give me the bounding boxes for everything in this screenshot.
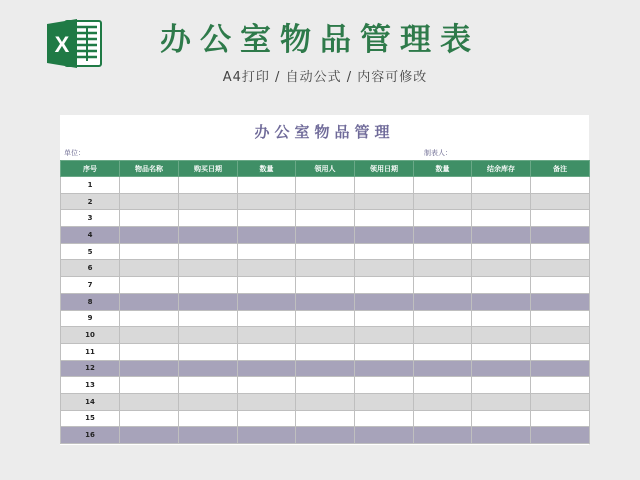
table-row <box>61 243 590 260</box>
row-number-cell[interactable]: 6 <box>61 260 120 277</box>
table-cell[interactable] <box>355 210 414 227</box>
table-cell[interactable] <box>531 260 590 277</box>
table-cell[interactable] <box>355 277 414 294</box>
table-cell[interactable] <box>355 410 414 427</box>
table-cell[interactable] <box>296 260 355 277</box>
row-number-cell[interactable]: 5 <box>61 243 120 260</box>
table-cell[interactable] <box>120 210 179 227</box>
table-cell[interactable] <box>238 293 296 310</box>
table-cell[interactable] <box>531 177 590 194</box>
table-cell[interactable] <box>296 177 355 194</box>
table-cell[interactable] <box>472 327 531 344</box>
table-cell[interactable] <box>355 177 414 194</box>
row-number-cell[interactable]: 7 <box>61 277 120 294</box>
table-cell[interactable] <box>531 210 590 227</box>
table-cell[interactable] <box>355 427 414 444</box>
table-cell[interactable] <box>355 360 414 377</box>
table-cell[interactable] <box>238 410 296 427</box>
table-cell[interactable] <box>531 377 590 394</box>
table-cell[interactable] <box>179 360 238 377</box>
table-cell[interactable] <box>179 410 238 427</box>
column-header[interactable]: 序号 <box>61 161 120 177</box>
page-title: 办公室物品管理表 <box>160 22 480 58</box>
row-number-cell[interactable]: 4 <box>61 227 120 244</box>
table-row <box>61 193 590 210</box>
excel-icon <box>45 17 103 70</box>
table-cell[interactable] <box>179 193 238 210</box>
table-cell[interactable] <box>238 177 296 194</box>
table-cell[interactable] <box>238 327 296 344</box>
table-cell[interactable] <box>296 377 355 394</box>
table-cell[interactable] <box>238 377 296 394</box>
column-header[interactable]: 物品名称 <box>120 161 179 177</box>
table-cell[interactable] <box>238 427 296 444</box>
table-cell[interactable] <box>120 193 179 210</box>
table-cell[interactable] <box>179 277 238 294</box>
table-cell[interactable] <box>472 360 531 377</box>
table-header-row <box>61 161 590 177</box>
unit-label: 单位： <box>64 149 85 157</box>
table-cell[interactable] <box>531 343 590 360</box>
table-cell[interactable] <box>238 393 296 410</box>
sheet-title: 办公室物品管理 <box>254 123 395 141</box>
table-cell[interactable] <box>355 393 414 410</box>
table-cell[interactable] <box>531 277 590 294</box>
table-row <box>61 227 590 244</box>
table-cell[interactable] <box>296 343 355 360</box>
table-cell[interactable] <box>179 243 238 260</box>
table-cell[interactable] <box>414 227 472 244</box>
table-cell[interactable] <box>414 193 472 210</box>
column-header[interactable]: 备注 <box>531 161 590 177</box>
row-number-cell[interactable]: 11 <box>61 343 120 360</box>
table-cell[interactable] <box>296 360 355 377</box>
table-cell[interactable] <box>296 293 355 310</box>
row-number-cell[interactable]: 2 <box>61 193 120 210</box>
table-cell[interactable] <box>414 327 472 344</box>
table-cell[interactable] <box>120 260 179 277</box>
table-cell[interactable] <box>238 227 296 244</box>
table-row <box>61 377 590 394</box>
row-number-cell[interactable]: 10 <box>61 327 120 344</box>
table-cell[interactable] <box>414 277 472 294</box>
table-cell[interactable] <box>179 327 238 344</box>
table-cell[interactable] <box>531 410 590 427</box>
table-cell[interactable] <box>414 393 472 410</box>
table-cell[interactable] <box>414 260 472 277</box>
table-cell[interactable] <box>414 310 472 327</box>
page-subtitle: A4打印 / 自动公式 / 内容可修改 <box>222 70 428 85</box>
table-cell[interactable] <box>472 193 531 210</box>
table-cell[interactable] <box>238 260 296 277</box>
table-cell[interactable] <box>120 393 179 410</box>
table-cell[interactable] <box>120 360 179 377</box>
table-row <box>61 393 590 410</box>
column-header[interactable]: 领用日期 <box>355 161 414 177</box>
table-cell[interactable] <box>120 293 179 310</box>
table-cell[interactable] <box>296 327 355 344</box>
table-cell[interactable] <box>179 260 238 277</box>
table-cell[interactable] <box>414 293 472 310</box>
table-cell[interactable] <box>531 193 590 210</box>
table-cell[interactable] <box>472 243 531 260</box>
table-cell[interactable] <box>120 277 179 294</box>
table-cell[interactable] <box>414 410 472 427</box>
table-row <box>61 210 590 227</box>
table-cell[interactable] <box>472 310 531 327</box>
table-cell[interactable] <box>355 310 414 327</box>
table-cell[interactable] <box>472 210 531 227</box>
column-header[interactable]: 购买日期 <box>179 161 238 177</box>
table-cell[interactable] <box>472 393 531 410</box>
row-number-cell[interactable]: 1 <box>61 177 120 194</box>
table-cell[interactable] <box>414 177 472 194</box>
table-row <box>61 293 590 310</box>
row-number-cell[interactable]: 3 <box>61 210 120 227</box>
table-cell[interactable] <box>120 310 179 327</box>
table-cell[interactable] <box>472 377 531 394</box>
table-cell[interactable] <box>296 243 355 260</box>
table-cell[interactable] <box>238 210 296 227</box>
table-cell[interactable] <box>238 343 296 360</box>
table-cell[interactable] <box>531 243 590 260</box>
table-row <box>61 427 590 444</box>
table-cell[interactable] <box>472 293 531 310</box>
table-cell[interactable] <box>238 310 296 327</box>
table-row <box>61 327 590 344</box>
table-cell[interactable] <box>472 277 531 294</box>
table-cell[interactable] <box>296 277 355 294</box>
table-cell[interactable] <box>296 310 355 327</box>
table-cell[interactable] <box>238 360 296 377</box>
table-cell[interactable] <box>531 227 590 244</box>
table-cell[interactable] <box>296 427 355 444</box>
table-cell[interactable] <box>179 427 238 444</box>
inventory-table <box>60 160 590 444</box>
row-number-cell[interactable]: 12 <box>61 360 120 377</box>
table-cell[interactable] <box>120 227 179 244</box>
row-number-cell[interactable]: 15 <box>61 410 120 427</box>
lister-label: 制表人： <box>424 149 452 157</box>
table-row <box>61 177 590 194</box>
table-cell[interactable] <box>531 327 590 344</box>
table-cell[interactable] <box>531 360 590 377</box>
table-cell[interactable] <box>355 377 414 394</box>
spreadsheet-sheet <box>60 115 589 445</box>
table-cell[interactable] <box>472 410 531 427</box>
column-header[interactable]: 数量 <box>414 161 472 177</box>
table-cell[interactable] <box>296 193 355 210</box>
table-cell[interactable] <box>120 427 179 444</box>
table-cell[interactable] <box>120 177 179 194</box>
table-cell[interactable] <box>120 410 179 427</box>
logo-letter: X <box>54 32 70 57</box>
table-cell[interactable] <box>472 260 531 277</box>
table-cell[interactable] <box>414 243 472 260</box>
table-cell[interactable] <box>472 343 531 360</box>
table-cell[interactable] <box>414 210 472 227</box>
table-cell[interactable] <box>296 410 355 427</box>
table-cell[interactable] <box>179 177 238 194</box>
table-cell[interactable] <box>120 343 179 360</box>
table-cell[interactable] <box>120 243 179 260</box>
table-cell[interactable] <box>531 427 590 444</box>
table-cell[interactable] <box>355 327 414 344</box>
table-cell[interactable] <box>238 277 296 294</box>
column-header[interactable]: 数量 <box>238 161 296 177</box>
table-cell[interactable] <box>179 377 238 394</box>
table-row <box>61 360 590 377</box>
table-cell[interactable] <box>179 310 238 327</box>
row-number-cell[interactable]: 14 <box>61 393 120 410</box>
table-cell[interactable] <box>179 343 238 360</box>
table-cell[interactable] <box>414 427 472 444</box>
table-cell[interactable] <box>414 377 472 394</box>
table-row <box>61 410 590 427</box>
table-row <box>61 343 590 360</box>
table-cell[interactable] <box>120 377 179 394</box>
table-cell[interactable] <box>296 210 355 227</box>
table-cell[interactable] <box>472 227 531 244</box>
table-cell[interactable] <box>238 193 296 210</box>
table-cell[interactable] <box>355 343 414 360</box>
table-cell[interactable] <box>355 193 414 210</box>
row-number-cell[interactable]: 8 <box>61 293 120 310</box>
table-cell[interactable] <box>120 327 179 344</box>
table-cell[interactable] <box>179 210 238 227</box>
table-cell[interactable] <box>238 243 296 260</box>
table-cell[interactable] <box>531 310 590 327</box>
table-cell[interactable] <box>296 393 355 410</box>
column-header[interactable]: 结余库存 <box>472 161 531 177</box>
table-cell[interactable] <box>414 343 472 360</box>
table-cell[interactable] <box>531 293 590 310</box>
table-cell[interactable] <box>355 227 414 244</box>
table-cell[interactable] <box>296 227 355 244</box>
table-cell[interactable] <box>179 293 238 310</box>
column-header[interactable]: 领用人 <box>296 161 355 177</box>
table-cell[interactable] <box>531 393 590 410</box>
row-number-cell[interactable]: 13 <box>61 377 120 394</box>
row-number-cell[interactable]: 9 <box>61 310 120 327</box>
table-cell[interactable] <box>179 227 238 244</box>
table-cell[interactable] <box>472 427 531 444</box>
table-cell[interactable] <box>355 260 414 277</box>
table-row <box>61 310 590 327</box>
table-cell[interactable] <box>355 293 414 310</box>
table-cell[interactable] <box>414 360 472 377</box>
row-number-cell[interactable]: 16 <box>61 427 120 444</box>
table-cell[interactable] <box>355 243 414 260</box>
table-cell[interactable] <box>472 177 531 194</box>
table-cell[interactable] <box>179 393 238 410</box>
table-row <box>61 277 590 294</box>
table-row <box>61 260 590 277</box>
